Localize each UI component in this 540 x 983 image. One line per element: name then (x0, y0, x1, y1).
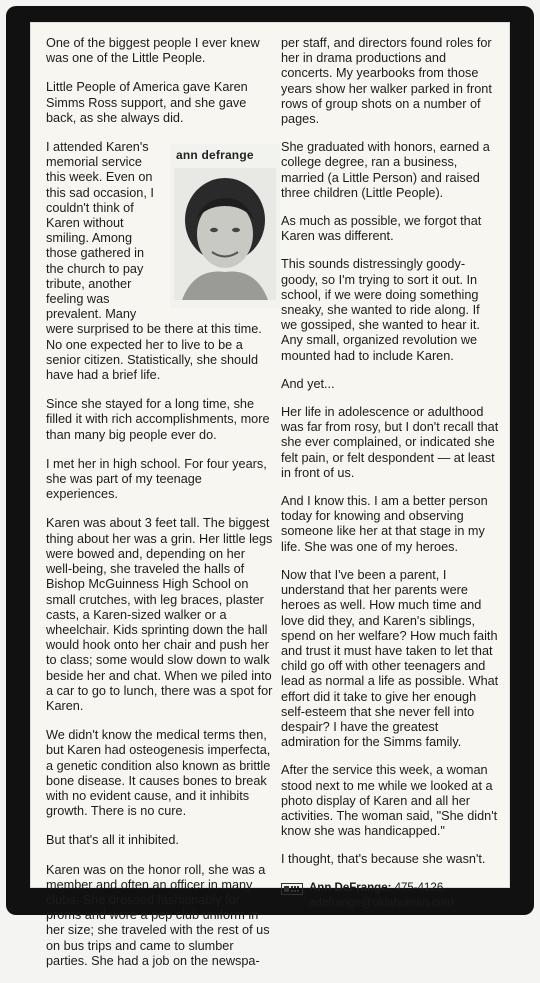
paragraph: Little People of America gave Karen Simms Ross support, and she gave back, as she always did. (46, 80, 248, 125)
newspaper-clipping (30, 22, 510, 968)
paragraph: One of the biggest people I ever knew was one of the Little People. (46, 36, 260, 66)
paragraph: And I know this. I am a better person today for knowing and observing someone like her at that stage in my life. She was one of my heroes. (281, 494, 488, 554)
paragraph: She graduated with honors, earned a college degree, ran a business, married (a Little Person) and raised three children (Little People). (281, 140, 490, 200)
columnist-photo (170, 144, 280, 308)
paragraph: Now that I've been a parent, I understand that her parents were heroes as well. How much time and love did they, and Karen's siblings, spend on her welfare? How much faith and trust it must have taken to let that child go off with other teenagers and lead as normal a life as possible. What effort did it take to give her enough self-esteem that she never fell into despair? I have the greatest admiration for the Simms family. (281, 567, 499, 750)
phone-icon (281, 883, 303, 895)
byline: ann defrange (176, 148, 254, 163)
paragraph: Karen was on the honor roll, she was a member and often an officer in many clubs. She dressed fashionably for proms and wore a pep club uniform in her size; she traveled with the rest of us on bus trips and came to slumber parties. She had a job on the newspa- (46, 862, 270, 968)
paragraph: But that's all it inhibited. (46, 833, 179, 848)
right-column (281, 36, 499, 911)
contact-name: Ann DeFrange: (309, 881, 392, 894)
contact-email: adefrange@oklahoman.com (309, 896, 454, 909)
paragraph: We didn't know the medical terms then, but Karen had osteogenesis imperfecta, a genetic condition also known as brittle bone disease. It causes bones to break with no evident cause, and it inhibits growth. There is no cure. (46, 728, 271, 819)
paragraph: I thought, that's because she wasn't. (281, 852, 486, 867)
portrait-image (174, 168, 276, 300)
paragraph: After the service this week, a woman stood next to me while we looked at a photo display of Karen and all her activities. The woman said, "She didn't know she was handicapped." (281, 763, 498, 839)
paragraph: Karen was about 3 feet tall. The biggest thing about her was a grin. Her little legs were bowed and, depending on her well-being, she traveled the halls of Bishop McGuinness High School on small crutches, with leg braces, plaster casts, a Karen-sized walker or a wheelchair. Kids sprinting down the hall would hook onto her chair and push her to class; some would slow down to walk beside her and chat. When we piled into a car to go to lunch, there was a spot for Karen. (46, 516, 273, 713)
contact-phone: 475-4126, (394, 881, 447, 894)
paragraph: As much as possible, we forgot that Karen was different. (281, 214, 482, 244)
contact-info (281, 881, 499, 911)
paragraph: This sounds distressingly goody-goody, so I'm trying to sort it out. In school, if we were doing something sneaky, she wanted to ride along. If we gossiped, she wanted to hear it. Any small, organized revolution we mounted had to include Karen. (281, 257, 480, 363)
paragraph: Her life in adolescence or adulthood was far from rosy, but I don't recall that she ever complained, or indicated she felt pain, or felt despondent — at least in front of us. (281, 405, 499, 480)
paragraph: per staff, and directors found roles for her in drama productions and concerts. My yearbooks from those years show her walker parked in front rows of group shots on a number of pages. (281, 36, 492, 127)
paragraph: I met her in high school. For four years, she was part of my teenage experiences. (46, 456, 267, 502)
left-column (46, 36, 274, 983)
paragraph: I attended Karen's memorial service this week. Even on this sad occasion, I couldn't think of Karen without smiling. Among those gathered in the church to pay tribute, another feeling was prevalent. Many were surprised to be there at this time. No one expected her to live to be a senior citizen. Statistically, she should have had a brief life. (46, 140, 262, 383)
paragraph: Since she stayed for a long time, she filled it with rich accomplishments, more than many big people ever do. (46, 397, 270, 442)
paragraph: And yet... (281, 376, 335, 391)
